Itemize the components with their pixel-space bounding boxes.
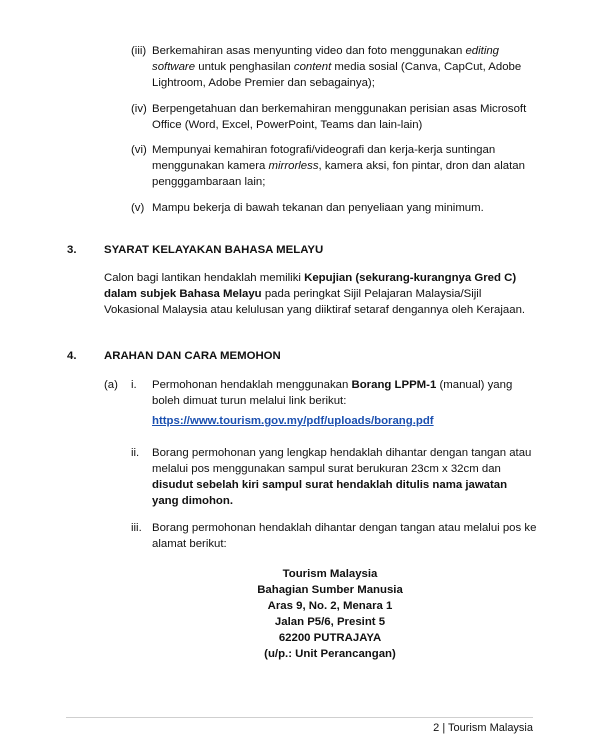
list-item-iv-line-1: Berpengetahuan dan berkemahiran menggunakan perisian asas Microsoft bbox=[152, 103, 527, 115]
italic-run: mirrorless bbox=[268, 160, 319, 172]
bold-run: Kepujian (sekurang-kurangnya Gred C) bbox=[304, 272, 517, 284]
borang-download-link[interactable]: https://www.tourism.gov.my/pdf/uploads/borang.pdf bbox=[152, 415, 434, 427]
italic-run: editing bbox=[465, 45, 500, 57]
address-line: Bahagian Sumber Manusia bbox=[257, 584, 403, 596]
section-3-number: 3. bbox=[67, 244, 77, 256]
address-line: (u/p.: Unit Perancangan) bbox=[264, 648, 396, 660]
sub-item-ii-line-1: Borang permohonan yang lengkap hendaklah dihantar dengan tangan atau bbox=[152, 447, 532, 459]
section-4-title: ARAHAN DAN CARA MEMOHON bbox=[104, 350, 281, 362]
text-run: media sosial (Canva, CapCut, Adobe bbox=[334, 61, 522, 73]
list-item-vi-line-3: pengggambaraan lain; bbox=[152, 176, 266, 188]
sub-item-i-number: i. bbox=[131, 379, 137, 391]
sub-item-ii-line-4: yang dimohon. bbox=[152, 495, 233, 507]
italic-run: software bbox=[152, 61, 196, 73]
sub-item-iii-number: iii. bbox=[131, 522, 142, 534]
footer-page-label: 2 | Tourism Malaysia bbox=[433, 722, 533, 734]
text-run: untuk penghasilan bbox=[198, 61, 291, 73]
italic-run: content bbox=[293, 61, 332, 73]
section-3-title: SYARAT KELAYAKAN BAHASA MELAYU bbox=[104, 244, 324, 256]
sub-item-iii-line-2: alamat berikut: bbox=[152, 538, 227, 550]
list-item-iii-line-2 bbox=[152, 60, 533, 76]
footer-divider bbox=[66, 717, 533, 718]
sub-item-ii-number: ii. bbox=[131, 447, 140, 459]
list-number-vi: (vi) bbox=[131, 144, 147, 156]
list-item-iv-line-2: Office (Word, Excel, PowerPoint, Teams dan lain-lain) bbox=[152, 119, 423, 131]
text-run: (manual) yang bbox=[439, 379, 513, 391]
list-item-v-line-1: Mampu bekerja di bawah tekanan dan penyeliaan yang minimum. bbox=[152, 202, 484, 214]
section-3-para-line-3: Vokasional Malaysia atau kelulusan yang diiktiraf setaraf dengannya oleh Kerajaan. bbox=[104, 304, 526, 316]
sub-item-iii-line-1: Borang permohonan hendaklah dihantar dengan tangan atau melalui pos ke bbox=[152, 522, 537, 534]
text-run: pada peringkat Sijil Pelajaran Malaysia/Sijil bbox=[264, 288, 482, 300]
text-run: Permohonan hendaklah menggunakan bbox=[152, 379, 349, 391]
list-item-vi-line-2 bbox=[152, 159, 525, 175]
text-run: menggunakan kamera bbox=[152, 160, 266, 172]
sub-item-ii-line-2: melalui pos menggunakan sampul surat berukuran 23cm x 32cm dan bbox=[152, 463, 501, 475]
address-line: Tourism Malaysia bbox=[282, 568, 378, 580]
sub-item-i-line-2: boleh dimuat turun melalui link berikut: bbox=[152, 395, 347, 407]
address-line: Aras 9, No. 2, Menara 1 bbox=[267, 600, 393, 612]
list-number-iii: (iii) bbox=[131, 45, 147, 57]
text-run: , kamera aksi, fon pintar, dron dan alatan bbox=[318, 160, 525, 172]
list-item-vi-line-1: Mempunyai kemahiran fotografi/videografi dan kerja-kerja suntingan bbox=[152, 144, 496, 156]
address-line: 62200 PUTRAJAYA bbox=[278, 632, 382, 644]
bold-run: dalam subjek Bahasa Melayu bbox=[104, 288, 262, 300]
list-number-iv: (iv) bbox=[131, 103, 147, 115]
address-line: Jalan P5/6, Presint 5 bbox=[274, 616, 386, 628]
section-4-number: 4. bbox=[67, 350, 77, 362]
list-item-iii-line-1 bbox=[152, 44, 533, 60]
list-number-v: (v) bbox=[131, 202, 145, 214]
section-3-para-line-2 bbox=[104, 287, 481, 303]
bold-run: Borang LPPM-1 bbox=[351, 379, 437, 391]
sub-label-a: (a) bbox=[104, 379, 118, 391]
list-item-iii-line-3: Lightroom, Adobe Premier dan sebagainya); bbox=[152, 77, 375, 89]
section-3-para-line-1 bbox=[104, 271, 516, 287]
text-run: Berkemahiran asas menyunting video dan foto menggunakan bbox=[152, 45, 463, 57]
text-run: Calon bagi lantikan hendaklah memiliki bbox=[104, 272, 301, 284]
sub-item-ii-line-3: disudut sebelah kiri sampul surat hendaklah ditulis nama jawatan bbox=[152, 479, 508, 491]
sub-item-i-line-1 bbox=[152, 378, 512, 394]
